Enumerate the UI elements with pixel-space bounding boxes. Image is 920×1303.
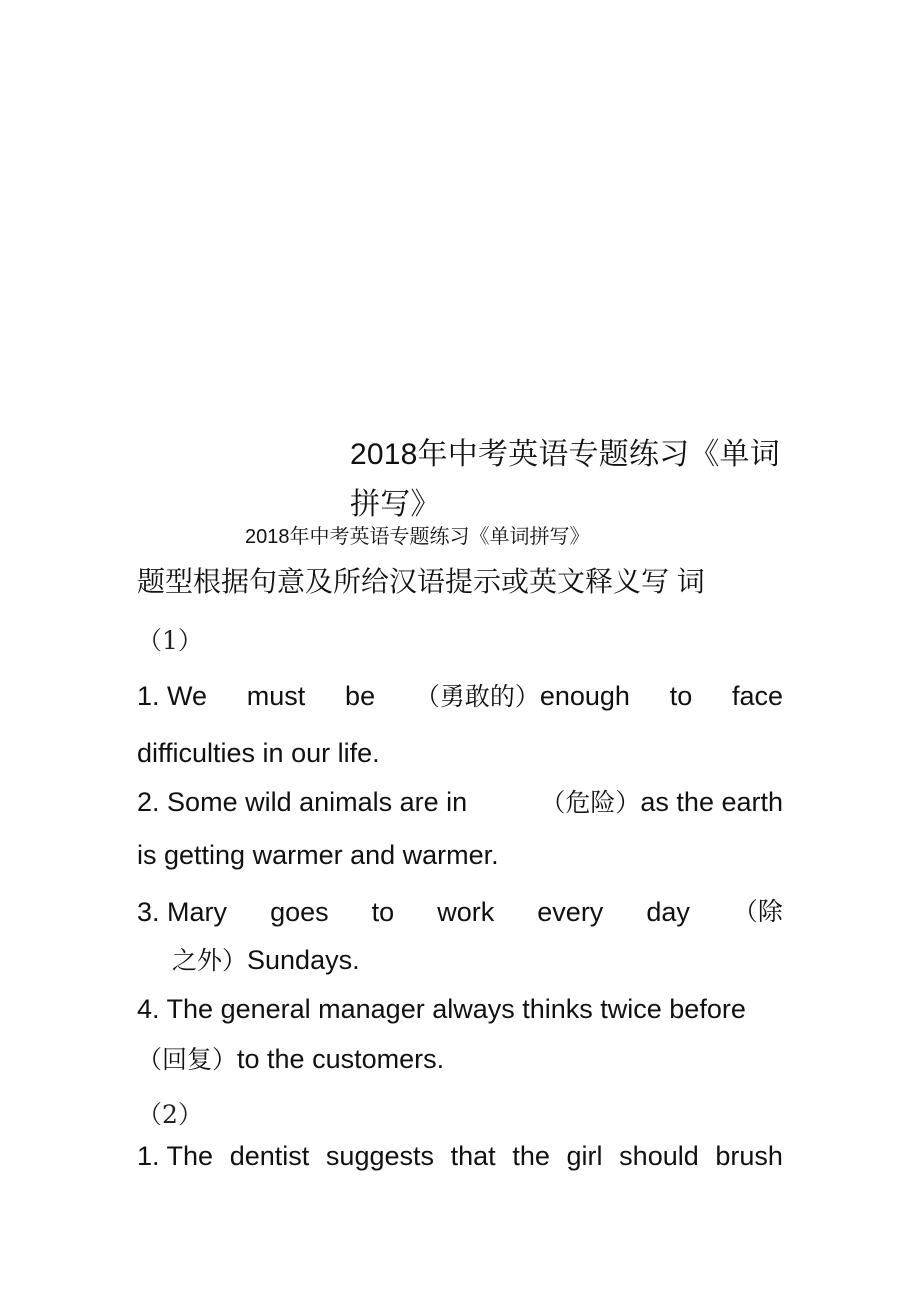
- question-2-1: [137, 1131, 783, 1181]
- title-line-2: 拼写》: [350, 488, 441, 521]
- question-1-3: [137, 888, 783, 985]
- chinese-hint: （除: [732, 897, 783, 926]
- word: every: [537, 897, 604, 927]
- question-text: Sundays.: [247, 945, 360, 975]
- word: must: [246, 681, 306, 711]
- chinese-hint: 之外）: [172, 946, 248, 975]
- page-title: [350, 430, 780, 530]
- word: suggests: [325, 1141, 434, 1171]
- word: to: [669, 681, 693, 711]
- question-text: to the customers.: [237, 1044, 445, 1074]
- question-number: 2.: [137, 787, 160, 817]
- chinese-hint: （危险）: [540, 788, 641, 817]
- page-subtitle: 2018年中考英语专题练习《单词拼写》: [245, 526, 590, 548]
- instruction-text: 题型根据句意及所给汉语提示或英文释义写 词: [137, 566, 705, 597]
- word: should: [619, 1141, 699, 1171]
- word: day: [646, 897, 690, 927]
- question-text: The general manager always thinks twice before: [166, 994, 746, 1024]
- question-line-2: difficulties in our life.: [137, 738, 380, 768]
- chinese-hint: （勇敢的）: [414, 682, 540, 711]
- word: We: [167, 681, 208, 711]
- title-line-1: 2018年中考英语专题练习《单词: [350, 438, 780, 471]
- question-1-4: [137, 984, 783, 1085]
- question-1-2: [137, 776, 783, 881]
- question-line-2: is getting warmer and warmer.: [137, 840, 499, 870]
- section-label-2: （2）: [137, 1100, 203, 1129]
- word: The: [166, 1141, 214, 1171]
- word: Mary: [167, 897, 228, 927]
- question-text: Some wild animals are in: [167, 787, 468, 817]
- word: enough: [539, 681, 630, 711]
- question-number: 1.: [137, 681, 160, 711]
- word: face: [731, 681, 783, 711]
- question-number: 4.: [137, 994, 160, 1024]
- word: work: [437, 897, 495, 927]
- section-label-1: （1）: [137, 626, 203, 655]
- word: that: [450, 1141, 496, 1171]
- question-1-1: [137, 668, 783, 781]
- question-text: as the earth: [640, 787, 783, 817]
- word: brush: [715, 1141, 783, 1171]
- word: dentist: [229, 1141, 310, 1171]
- question-number: 1.: [137, 1141, 160, 1171]
- word: goes: [270, 897, 329, 927]
- word: to: [371, 897, 395, 927]
- question-number: 3.: [137, 897, 160, 927]
- chinese-hint: （回复）: [137, 1045, 238, 1074]
- word: the: [512, 1141, 550, 1171]
- word: girl: [566, 1141, 603, 1171]
- word: be: [345, 681, 376, 711]
